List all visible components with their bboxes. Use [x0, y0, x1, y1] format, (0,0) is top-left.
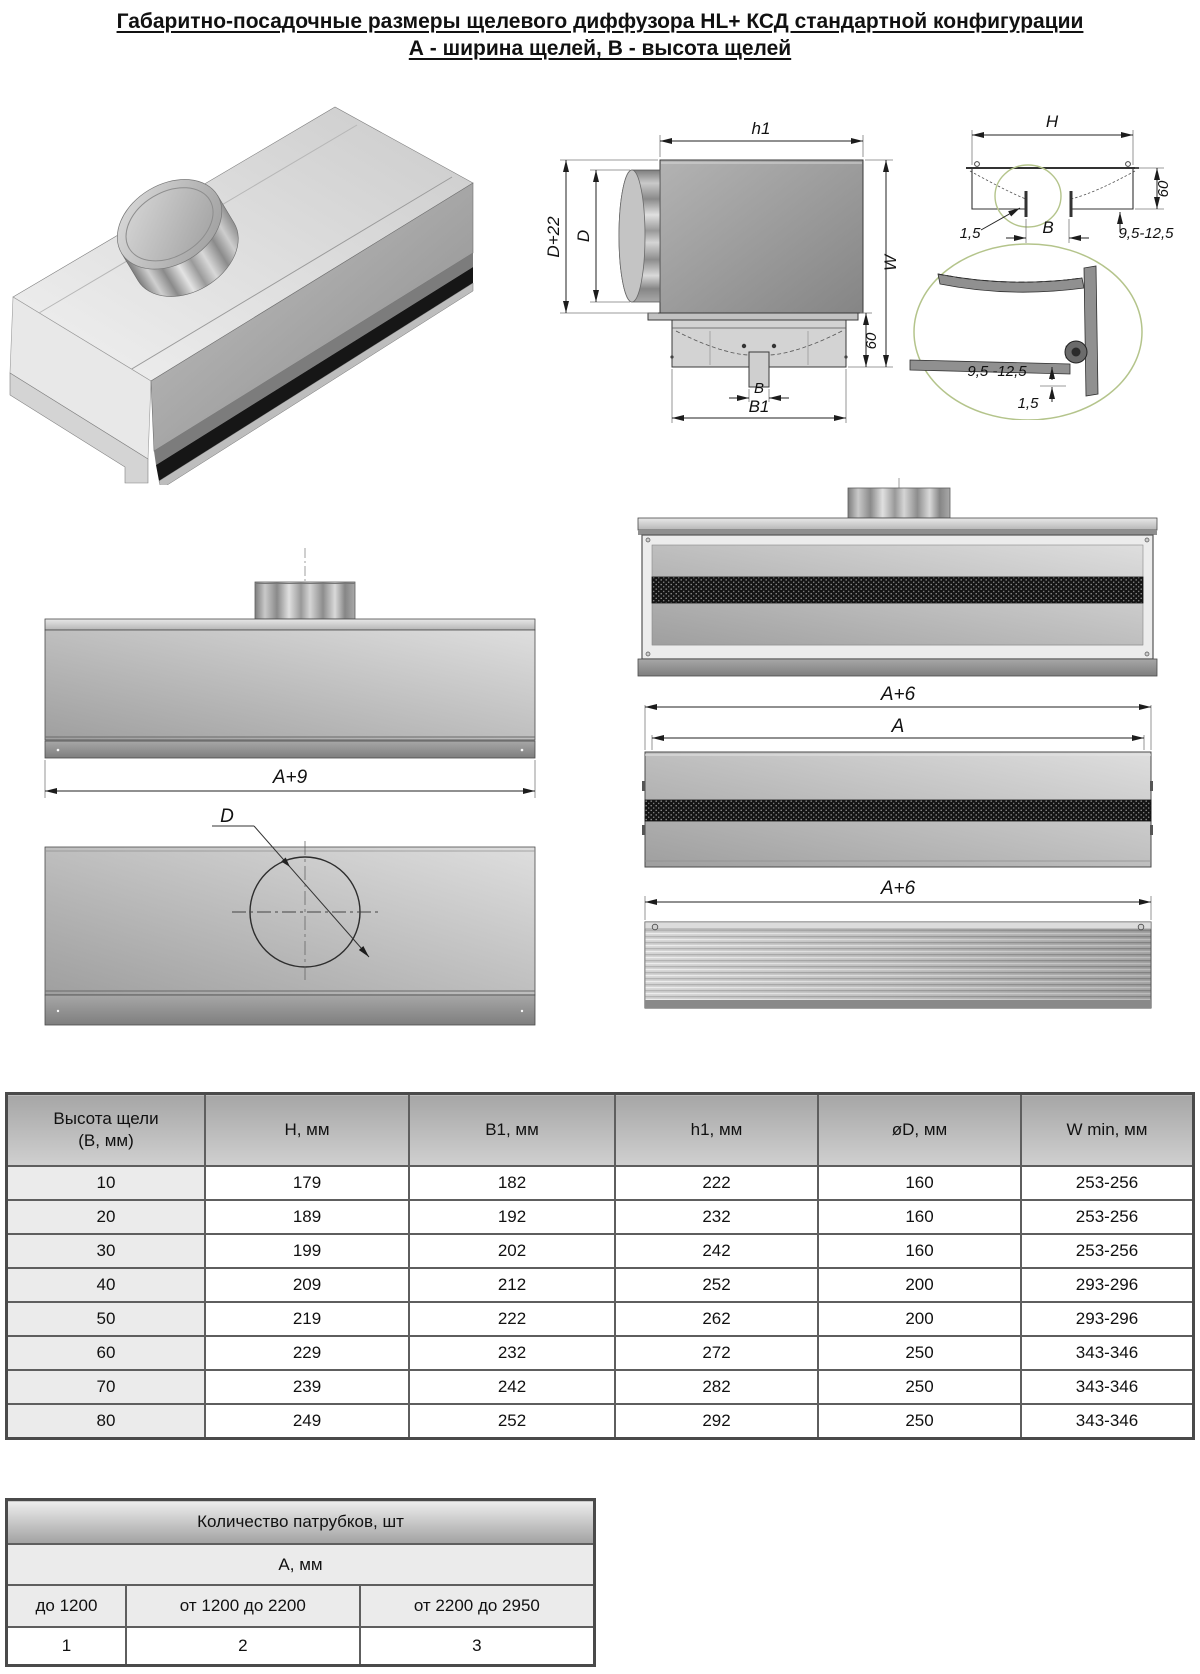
table-cell: 262	[615, 1302, 818, 1336]
table-cell: от 1200 до 2200	[126, 1585, 360, 1627]
table-cell: 80	[7, 1404, 206, 1439]
dim-label-a6: A+6	[880, 685, 916, 705]
table-cell: 182	[409, 1166, 615, 1200]
pipes-count-table	[5, 1498, 596, 1667]
column-header-od: øD, мм	[818, 1094, 1021, 1167]
slot-detail-view	[900, 240, 1160, 420]
column-header-line1: Высота щели	[53, 1109, 159, 1128]
table-cell: 50	[7, 1302, 206, 1336]
table-cell: 212	[409, 1268, 615, 1302]
table-cell: 272	[615, 1336, 818, 1370]
dim-label-1-5: 1,5	[1017, 395, 1039, 412]
table-cell: от 2200 до 2950	[360, 1585, 595, 1627]
table-cell: 60	[7, 1336, 206, 1370]
table-cell: 343-346	[1021, 1336, 1194, 1370]
dim-label-b1: B1	[748, 397, 770, 416]
table-row	[7, 1166, 1194, 1200]
dim-label-1-5: 1,5	[959, 225, 981, 242]
table-cell: 253-256	[1021, 1234, 1194, 1268]
pipes-table-subtitle-row	[7, 1544, 595, 1585]
front-view	[40, 540, 540, 810]
table-cell: 192	[409, 1200, 615, 1234]
table-row	[7, 1200, 1194, 1234]
table-cell: 239	[205, 1370, 409, 1404]
table-cell: 1	[7, 1627, 126, 1666]
table-cell: 250	[818, 1404, 1021, 1439]
dim-label-gap: 9,5 -12,5	[967, 363, 1027, 380]
table-cell: 252	[615, 1268, 818, 1302]
dim-label-d: D	[220, 806, 234, 827]
dim-label-a9: A+9	[272, 767, 308, 788]
table-row	[7, 1370, 1194, 1404]
table-cell: 293-296	[1021, 1302, 1194, 1336]
panel-dimensions-view	[630, 685, 1165, 880]
table-cell: 292	[615, 1404, 818, 1439]
dim-label-gap: 9,5-12,5	[1118, 225, 1174, 242]
table-cell: 253-256	[1021, 1166, 1194, 1200]
table-cell: 160	[818, 1200, 1021, 1234]
table-cell: 70	[7, 1370, 206, 1404]
table-row	[7, 1302, 1194, 1336]
table-cell: 252	[409, 1404, 615, 1439]
pipes-table-head	[7, 1500, 595, 1586]
front-panel	[45, 630, 535, 740]
table-cell: 202	[409, 1234, 615, 1268]
table-row	[7, 1585, 595, 1627]
grille-profile-view	[630, 870, 1165, 1015]
table-cell: 343-346	[1021, 1370, 1194, 1404]
dim-label-a: A	[891, 716, 905, 737]
table-cell: 250	[818, 1370, 1021, 1404]
table-cell: 160	[818, 1234, 1021, 1268]
dim-label-h: H	[1045, 112, 1059, 131]
dim-label-60: 60	[863, 332, 880, 350]
pipes-table-subtitle: А, мм	[7, 1544, 595, 1585]
table-cell: 20	[7, 1200, 206, 1234]
table-cell: 3	[360, 1627, 595, 1666]
table-row	[7, 1268, 1194, 1302]
page-title-line2: А - ширина щелей, В - высота щелей	[408, 37, 792, 60]
column-header-h: H, мм	[205, 1094, 409, 1167]
dimensions-table-body	[7, 1166, 1194, 1439]
table-cell: 282	[615, 1370, 818, 1404]
table-cell: 249	[205, 1404, 409, 1439]
mount-profile-view	[880, 95, 1195, 253]
column-header-h1: h1, мм	[615, 1094, 818, 1167]
page-title-line1: Габаритно-посадочные размеры щелевого диффузора HL+ КСД стандартной конфигурации	[116, 10, 1084, 33]
table-cell: 232	[615, 1200, 818, 1234]
table-cell: 219	[205, 1302, 409, 1336]
table-cell: до 1200	[7, 1585, 126, 1627]
pipes-table-title: Количество патрубков, шт	[7, 1500, 595, 1545]
table-cell: 253-256	[1021, 1200, 1194, 1234]
dim-label-w: W	[881, 254, 900, 272]
table-cell: 229	[205, 1336, 409, 1370]
table-cell: 343-346	[1021, 1404, 1194, 1439]
table-row	[7, 1404, 1194, 1439]
diffuser-body-iso	[10, 107, 473, 485]
bottom-view	[630, 450, 1165, 695]
dim-label-a6: A+6	[880, 878, 916, 899]
rear-panel	[45, 847, 535, 995]
pipes-table-body	[7, 1585, 595, 1666]
table-cell: 232	[409, 1336, 615, 1370]
dim-label-b: B	[1042, 218, 1054, 237]
table-cell: 179	[205, 1166, 409, 1200]
cross-section-view	[500, 85, 900, 430]
pipes-table-title-row	[7, 1500, 595, 1545]
column-header-line2: (В, мм)	[78, 1131, 134, 1150]
table-cell: 242	[409, 1370, 615, 1404]
table-cell: 222	[409, 1302, 615, 1336]
dim-label-60: 60	[1155, 180, 1172, 198]
column-header-wmin: W min, мм	[1021, 1094, 1194, 1167]
table-row	[7, 1234, 1194, 1268]
perforated-strip	[645, 800, 1151, 821]
table-cell: 10	[7, 1166, 206, 1200]
table-cell: 40	[7, 1268, 206, 1302]
dim-label-d-plus-22: D+22	[544, 216, 563, 258]
table-cell: 199	[205, 1234, 409, 1268]
dim-label-h1: h1	[751, 119, 771, 138]
column-header-slot-height	[7, 1094, 206, 1167]
dimensions-table-head	[7, 1094, 1194, 1167]
table-row	[7, 1336, 1194, 1370]
dimensions-table	[5, 1092, 1195, 1440]
table-cell: 250	[818, 1336, 1021, 1370]
perforated-strip	[652, 577, 1143, 603]
isometric-view	[5, 85, 475, 485]
page-title	[0, 8, 1200, 62]
table-cell: 200	[818, 1302, 1021, 1336]
column-header-b1: B1, мм	[409, 1094, 615, 1167]
table-cell: 209	[205, 1268, 409, 1302]
dim-label-d: D	[574, 229, 593, 243]
table-cell: 222	[615, 1166, 818, 1200]
table-cell: 200	[818, 1268, 1021, 1302]
duct-collar-bottom	[848, 488, 950, 518]
table-cell: 30	[7, 1234, 206, 1268]
detail-circle	[914, 244, 1142, 420]
table-cell: 160	[818, 1166, 1021, 1200]
rear-view	[40, 805, 540, 1035]
table-cell: 189	[205, 1200, 409, 1234]
table-cell: 2	[126, 1627, 360, 1666]
table-row	[7, 1627, 595, 1666]
table-cell: 242	[615, 1234, 818, 1268]
table-cell: 293-296	[1021, 1268, 1194, 1302]
dim-label-b: B	[753, 380, 765, 397]
header-row	[7, 1094, 1194, 1167]
duct-collar-front	[255, 582, 355, 619]
